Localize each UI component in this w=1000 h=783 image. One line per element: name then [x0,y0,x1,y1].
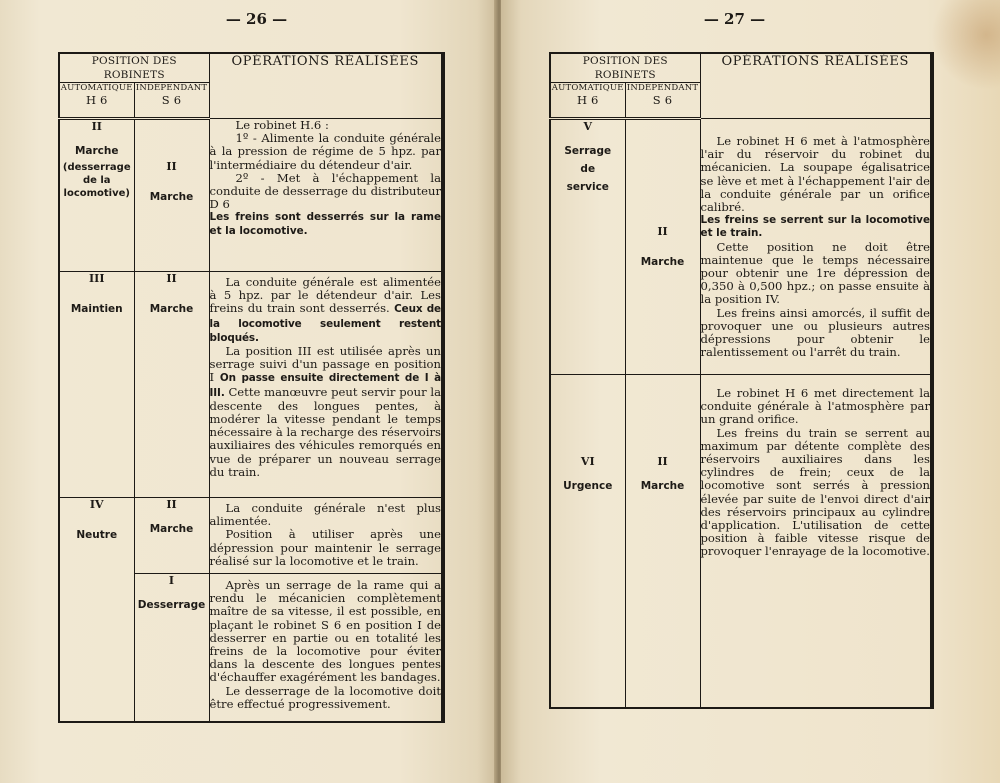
text-paragraph: Les freins du train se serrent au maximum par détente complète des réservoirs auxiliaires dans les cylindres de frein; ceux de la locomotive sont serrés à pression élevée par suite de l'envoi direct d'air des réservoirs principaux au cylindre d'application. L'utilisation de cette position à faible vitesse risque de provoquer l'enrayage de la locomotive. [700,425,930,559]
position-name: Serrage [564,145,612,157]
text-segment: Cette manœuvre peut servir pour la descente des longues pentes, à modérer la vitesse pendant le temps nécessaire à la recharge des réservoirs auxiliaires des véhicules remorqués en vue de préparer un nouveau serrage du train. [209,384,442,479]
automatic-position-cell [550,119,625,375]
position-name: Marche [149,191,194,203]
column-header-automatique-label: AUTOMATIQUE [60,83,133,93]
text-paragraph: Après un serrage de la rame qui a rendu le mécanicien complètement maître de sa vitesse, il est possible, en plaçant le robinet S 6 en position I de desserrer en partie ou en totalité les freins de la locomotive pour éviter dans la descente des longues pentes d'échauffer exagérément les bandages. [209,578,441,685]
positions-title: POSITION DES ROBINETS [59,53,209,83]
text-paragraph: 1º - Alimente la conduite générale à la pression de régime de 5 hpz. par l'intermédiaire du détendeur d'air. [209,131,441,172]
column-header-independant-label: INDÉPENDANT [135,83,208,93]
operations-text-cell [209,119,442,272]
column-header-automatique-code: H 6 [576,93,599,107]
operations-table [58,52,443,723]
text-paragraph [210,345,441,479]
column-header-automatique [59,83,134,119]
operations-title: OPÉRATIONS RÉALISÉES [700,53,931,119]
text-paragraph: Les freins ainsi amorcés, il suffit de provoquer une ou plusieurs autres dépressions pour obtenir le ralentissement ou l'arrêt du train. [700,305,930,360]
position-name: Marche [149,303,194,315]
left-page [0,0,497,783]
automatic-position-cell [59,272,134,498]
operations-text-cell [209,272,442,498]
position-name: Marche [640,256,685,268]
column-header-automatique-code: H 6 [85,93,108,107]
position-name: Maintien [70,303,123,315]
position-name: Urgence [563,480,613,492]
column-header-independant-code: S 6 [652,93,673,107]
bold-note: Les freins sont desserrés sur la rame et la locomotive. [209,211,441,237]
operations-text-cell [209,574,442,722]
column-header-independant [625,83,700,119]
position-number: V [583,120,593,133]
operations-table [549,52,932,709]
independent-position-cell [134,272,209,498]
column-header-independant-code: S 6 [161,93,182,107]
text-paragraph: Le desserrage de la locomotive doit être effectué progressivement. [209,683,441,711]
table-row [550,119,931,375]
operations-title: OPÉRATIONS RÉALISÉES [209,53,442,119]
column-header-independant-label: INDÉPENDANT [626,83,699,93]
column-header-automatique-label: AUTOMATIQUE [551,83,624,93]
text-paragraph: Position à utiliser après une dépression pour maintenir le serrage réalisé sur la locomotive et le train. [209,527,441,568]
text-paragraph: 2º - Met à l'échappement la conduite de desserrage du distributeur D 6 [209,170,441,212]
text-paragraph: Le robinet H 6 met directement la conduite générale à l'atmosphère par un grand orifice. [700,386,930,427]
table-row [59,119,442,272]
position-number: II [657,225,668,238]
page-number: — 26 — [225,10,288,28]
automatic-position-cell [59,498,134,722]
operations-text-cell [700,375,931,709]
position-name: de [580,163,596,175]
bold-note: Ceux de la locomotive seulement restent bloqués. [209,303,441,344]
right-page [501,0,1000,783]
text-line: Le robinet H.6 : [235,118,329,132]
position-number: I [168,574,175,587]
text-segment: La conduite générale est alimentée à 5 hpz. par le détendeur d'air. Les freins du train sont desserrés. [209,275,441,316]
position-name: Neutre [76,529,118,541]
text-segment: La position III est utilisée après un serrage suivi d'un passage en position I [209,344,441,385]
operations-text-cell [209,498,442,574]
text-paragraph: Cette position ne doit être maintenue que le temps nécessaire pour obtenir une 1re dépression de 0,350 à 0,500 hpz.; on passe ensuite à la position IV. [700,239,930,307]
bold-note: On passe ensuite directement de I à III. [209,372,442,399]
position-name: Marche [74,145,119,157]
position-number: II [166,498,177,511]
position-name: service [566,181,609,193]
operations-text-cell [700,119,931,375]
position-note: (desserrage de la locomotive) [62,162,131,199]
position-name: Desserrage [137,599,206,611]
text-paragraph: Le robinet H 6 met à l'atmosphère l'air du réservoir du robinet du mécanicien. La soupape égalisatrice se lève et met à l'échappement l'air de la conduite générale par un orifice calibré. [700,134,930,215]
position-number: III [89,272,105,285]
position-name: Marche [149,523,194,535]
independent-position-cell [134,574,209,722]
text-paragraph [210,276,441,345]
position-number: II [166,160,177,173]
position-name: Marche [640,480,685,492]
independent-position-cell [625,119,700,375]
automatic-position-cell [59,119,134,272]
position-number: IV [89,498,104,511]
independent-position-cell [625,375,700,709]
independent-position-cell [134,498,209,574]
position-number: VI [580,455,595,468]
bold-note: Les freins se serrent sur la locomotive et le train. [700,214,930,240]
table-row [59,272,442,498]
independent-position-cell [134,119,209,272]
position-number: II [657,455,668,468]
page-number: — 27 — [703,10,766,28]
table-row [59,498,442,574]
column-header-automatique [550,83,625,119]
positions-title: POSITION DES ROBINETS [550,53,700,83]
column-header-independant [134,83,209,119]
position-number: II [91,120,102,133]
automatic-position-cell [550,375,625,709]
table-row [550,375,931,709]
text-paragraph: La conduite générale n'est plus alimentée. [209,501,441,529]
position-number: II [166,272,177,285]
